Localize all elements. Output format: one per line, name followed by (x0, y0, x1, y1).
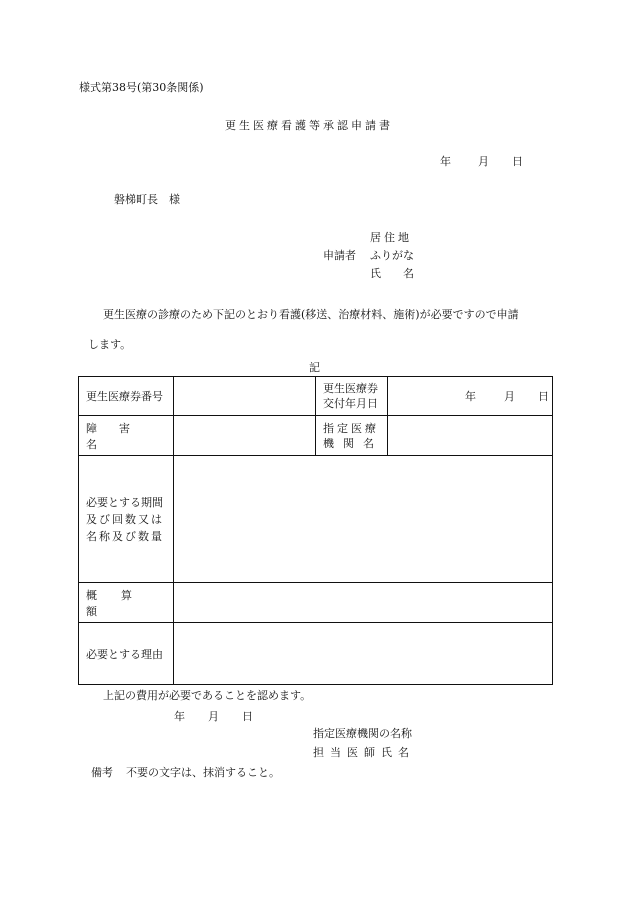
form-number: 様式第38号(第30条関係) (79, 81, 204, 94)
furigana-label: ふりがな (370, 249, 414, 262)
reason-label: 必要とする理由 (79, 623, 174, 685)
table-row (79, 377, 553, 416)
reason-field[interactable] (174, 623, 553, 685)
name-label: 氏名 (370, 267, 436, 280)
approval-month: 月 (208, 710, 219, 723)
table-row (79, 623, 553, 685)
institution-name-label: 指定医療機関の名称 (313, 727, 412, 740)
note-text: 不要の文字は、抹消すること。 (126, 766, 280, 779)
cert-month: 月 (504, 390, 515, 403)
estimate-label: 概算額 (79, 583, 174, 623)
body-text-line2: します。 (88, 338, 132, 351)
address-label: 居住地 (370, 231, 412, 244)
submission-year: 年 (440, 155, 451, 168)
institution-label-2: 機関名 (323, 436, 383, 450)
cert-issue-label-2: 交付年月日 (323, 397, 378, 410)
table-row (79, 416, 553, 456)
ki-heading: 記 (309, 361, 320, 374)
note-label: 備考 (91, 766, 113, 779)
disability-field[interactable] (174, 416, 316, 456)
cert-issue-date-field[interactable] (388, 377, 553, 416)
table-row (79, 456, 553, 583)
cert-year: 年 (465, 390, 476, 403)
approval-text: 上記の費用が必要であることを認めます。 (103, 689, 312, 702)
applicant-label: 申請者 (323, 249, 356, 262)
submission-day: 日 (512, 155, 523, 168)
period-label-1: 必要とする期間 (86, 495, 163, 509)
cert-issue-label-1: 更生医療券 (323, 382, 378, 395)
addressee: 磐梯町長 様 (114, 193, 180, 206)
institution-field[interactable] (388, 416, 553, 456)
approval-year: 年 (174, 710, 185, 723)
period-field[interactable] (174, 456, 553, 583)
doctor-name-label: 担当医師氏名 (313, 746, 415, 759)
estimate-field[interactable] (174, 583, 553, 623)
institution-label (316, 416, 388, 456)
application-table (78, 376, 553, 685)
cert-issue-label (316, 377, 388, 416)
page-title: 更生医療看護等承認申請書 (225, 119, 393, 132)
institution-label-1: 指定医療 (323, 421, 379, 435)
period-label-3: 名称及び数量 (86, 529, 164, 543)
body-text-line1: 更生医療の診療のため下記のとおり看護(移送、治療材料、施術)が必要ですので申請 (103, 308, 519, 321)
cert-number-field[interactable] (174, 377, 316, 416)
cert-day: 日 (538, 390, 549, 403)
submission-month: 月 (478, 155, 489, 168)
approval-day: 日 (242, 710, 253, 723)
period-label (79, 456, 174, 583)
cert-number-label: 更生医療券番号 (79, 377, 174, 416)
period-label-2: 及び回数又は (86, 512, 164, 526)
disability-label: 障害名 (79, 416, 174, 456)
table-row (79, 583, 553, 623)
